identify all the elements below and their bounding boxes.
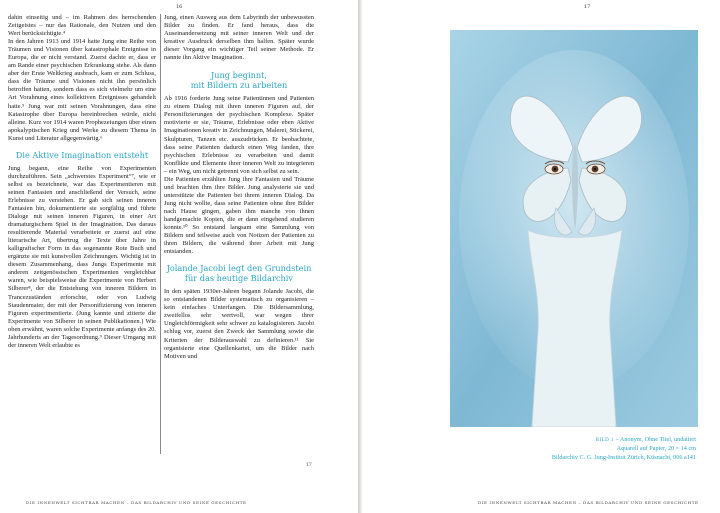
caption-line: Aquarell auf Papier, 20 × 14 cm [616,445,696,453]
right-page [362,0,720,513]
paragraph: Die Patienten erzählten Jung ihre Fantasien und Träume und brachten ihm ihre Bilder. Jung analysierte sie und unterstützte die Patienten bei ihrem inneren Dialog. Da Jung nicht wollte, dass seine Patienten ohne ihre Bilder nach Hause gingen, gaben ihm manche von ihnen handgemachte Kopien, die er dann eingehend studieren konnte.¹⁰ So entstand langsam eine Sammlung von Bildern und teilweise auch von Notizen der Patienten zu ihren Bildern, die während ihrer Arbeit mit Jung entstanden. [164,175,314,256]
text-column-2 [164,14,314,361]
section-heading [164,70,314,90]
text-column-1 [8,14,156,350]
left-page [0,0,358,513]
running-folio: 16 [176,4,183,10]
page-footer: DIE INNENWELT SICHTBAR MACHEN – DAS BILDARCHIV UND SEINE GESCHICHTE [478,500,699,505]
column-divider [160,14,161,454]
paragraph: Ab 1916 forderte Jung seine Patientinnen und Patienten zu einem Dialog mit ihren inneren Figuren auf, der Personifizierungen der psychischen Komplexe. Später motivierte er sie, Träume, Erlebnisse oder eben Aktive Imaginationen kreativ in Zeichnungen, Malerei, Stickerei, Skulpturen, Tanzen etc. auszudrücken. Er beobachtete, dass seine Patienten dadurch einen Weg fanden, ihre psychischen Erlebnisse zu verarbeiten und damit Konflikte und Elemente ihrer inneren Welt zu integrieren – ein Weg, um nicht getrennt von sich selbst zu sein. [164,95,314,175]
heading-line: für das heutige Bildarchiv [184,273,294,284]
section-heading: Die Aktive Imagination entsteht [15,149,149,160]
running-folio: 17 [584,4,591,10]
page-footer: DIE INNENWELT SICHTBAR MACHEN – DAS BILDARCHIV UND SEINE GESCHICHTE [26,500,247,505]
eye-right-icon [587,164,605,174]
paragraph: Jung begann, eine Reihe von Experimenten durchzuführen. Sein „schwerstes Experiment“⁷, wie er selbst es bezeichnete, war das Experimentieren mit seinen Fantasien und anschließend der Versuch, seine Erlebnisse zu verstehen. Er gab sich seinen inneren Fantasien hin, dokumentierte sie sorgfältig und führte Dialoge mit seinen inneren Figuren, in einer Art dramaturgischem Spiel in der Imagination. Das daraus resultierende Material verarbeitete er zuerst auf eine literarische Art, übertrug die Texte über Jahre in kalligrafischer Form in das sogenannte Rote Buch und ergänzte sie mit kunstvollen Zeichnungen. Wichtig ist in diesem Zusammenhang, dass Jungs Experimente mit anderen zeitgenössischen Experimenten vergleichbar waren, wie beispielsweise die Experimente von Herbert Silberer⁸, der die Entstehung von inneren Bildern in Trancezuständen erforschte, oder von Ludwig Staudenmaier, der mit der Personifizierung von inneren Figuren experimentierte. (Jung kannte und zitierte die Experimente von Silberer in seinen Publikationen.) Wie oben erwähnt, waren solche Experimente anfangs des 20. Jahrhunderts an der Tagesordnung.⁹ Dieser Umgang mit der inneren Welt erlaubte es [8,164,156,349]
caption-text: – Anonym, Ohne Titel, undatiert [615,436,696,443]
caption-line: Bildarchiv C. G. Jung-Institut Zürich, Küsnacht, 006 a141 [551,453,696,461]
image-caption [496,436,696,462]
heading-line: Jolande Jacobi legt den Grundstein [166,263,312,274]
eye-left-icon [545,164,563,174]
butterfly-vase-watercolor-icon [450,30,698,427]
heading-line: Jung beginnt, [210,70,268,81]
caption-line [496,436,696,445]
section-heading [164,263,314,283]
paragraph: dahin einseitig und – im Rahmen des herrschenden Zeitgeistes – nur das Rationale, den Nutzen und den Wert berücksichtigte.⁴ [8,14,156,38]
caption-tag: BILD 1 [595,438,615,443]
page-number: 17 [306,463,312,468]
heading-line: mit Bildern zu arbeiten [190,80,288,91]
paragraph: In den Jahren 1913 und 1914 hatte Jung eine Reihe von Träumen und Visionen über katastrophale Ereignisse in Europa, die er nicht verstand. Zuerst dachte er, dass er am Rande einer psychischen Erkrankung stehe. Als dann aber der Erste Weltkrieg ausbrach, kam er zum Schluss, dass die Träume und Visionen nicht ihn persönlich betroffen hatten, sondern dass es sich vielmehr um eine Art Vorahnung eines kollektiven Ereignisses gehandelt hatte.⁵ Jung war mit seinen Vorahnungen, dass eine Katastrophe über Europa hereinbrechen würde, nicht alleine. Kurz vor 1914 waren Prophezeiungen über einen apokalyptischen Krieg und Werke zu diesem Thema in Kunst und Literatur allgegenwärtig.⁶ [8,38,156,142]
paragraph: Jung, einen Ausweg aus dem Labyrinth der unbewussten Bilder zu finden. Er fand heraus, dass die Auseinandersetzung mit seiner inneren Welt und der kreative Ausdruck derselben ihm halfen. Später wurde dieser Vorgang ein wichtiger Teil seiner Methode. Er nannte ihn Aktive Imagination. [164,14,314,62]
paragraph: In den späten 1930er-Jahren begann Jolande Jacobi, die so entstandenen Bilder systematisch zu organisieren – kein einfaches Unterfangen. Die Bildersammlung, zweifellos sehr wertvoll, war wegen ihrer Ungleichförmigkeit sehr schwer zu katalogisieren. Jacobi schlug vor, zuerst den Zweck der Sammlung sowie die Kriterien der Bilderauswahl zu definieren.¹¹ Sie organisierte eine Quellenkartei, um die Bilder nach Motiven und [164,288,314,360]
